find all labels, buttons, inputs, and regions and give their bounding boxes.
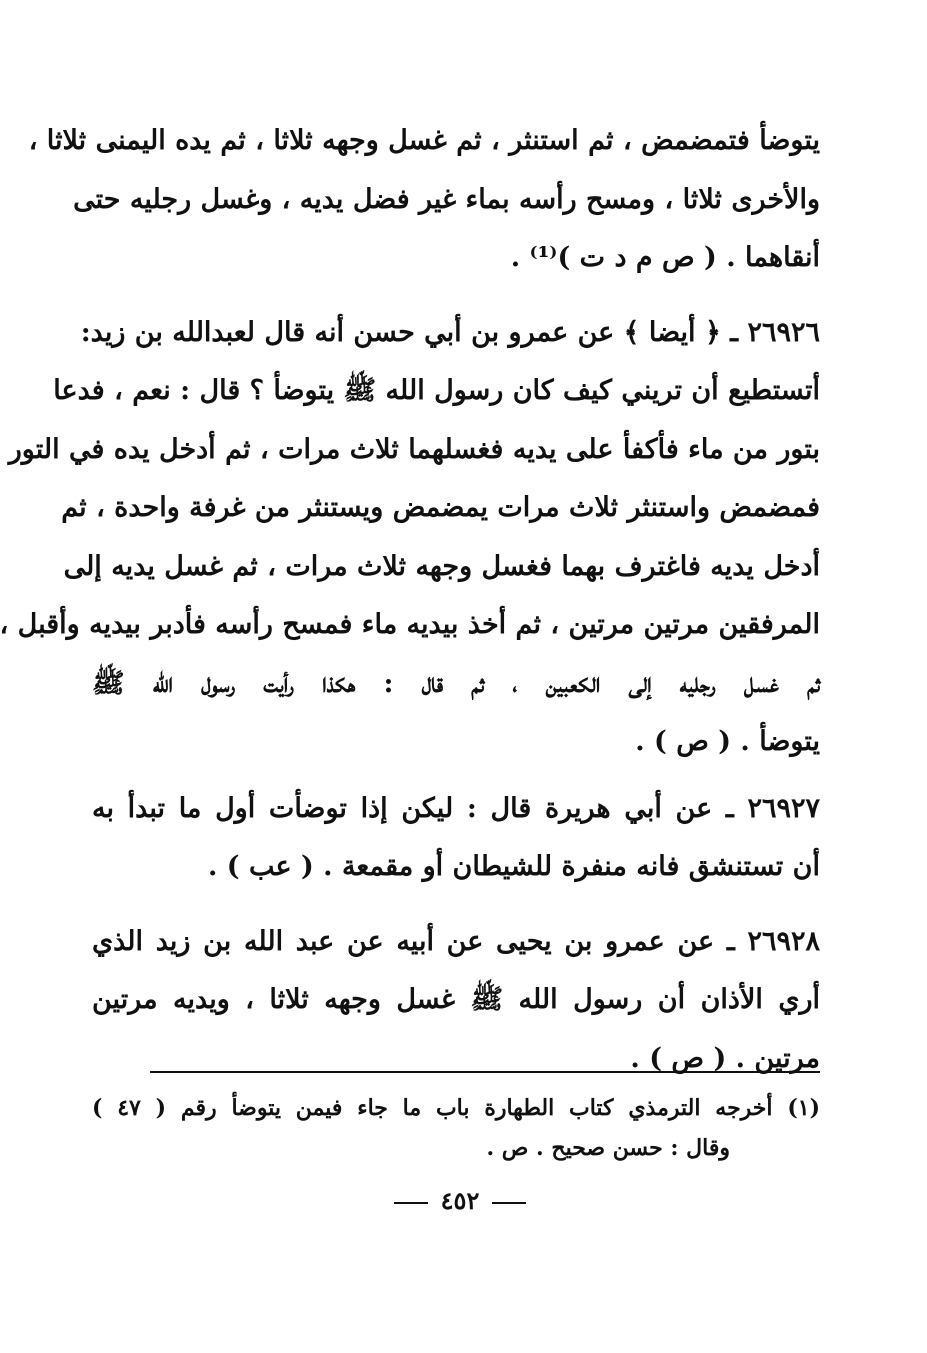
- text-line: ٢٦٩٢٦ ـ ﴿ أيضا ﴾ عن عمرو بن أبي حسن أنه قال لعبدالله بن زيد:: [80, 316, 820, 348]
- text-line: المرفقين مرتين مرتين ، ثم أخذ بيديه ماء فمسح رأسه فأدبر بيديه وأقبل ،: [0, 609, 820, 640]
- text-line: بتور من ماء فأكفأ على يديه فغسلهما ثلاث مرات ، ثم أدخل يده في التور: [8, 433, 820, 465]
- paragraph-intro: [28, 112, 820, 288]
- paragraph-hadith-26927: [92, 780, 820, 897]
- page-number: [380, 1186, 540, 1215]
- text-line: يتوضأ فتمضمض ، ثم استنثر ، ثم غسل وجهه ثلاثا ، ثم يده اليمنى ثلاثا ،: [28, 125, 820, 156]
- page-number-dash: [492, 1202, 526, 1204]
- footnote-divider: [150, 1071, 820, 1073]
- paragraph-hadith-26926: [0, 304, 820, 772]
- footnote: [92, 1088, 820, 1168]
- page-number-text: ٤٥٢: [440, 1186, 480, 1215]
- text-line: ٢٦٩٢٨ ـ عن عمرو بن يحيى عن أبيه عن عبد الله بن زيد الذي: [92, 925, 820, 957]
- paragraph-hadith-26928: [92, 913, 820, 1089]
- text-line: والأخرى ثلاثا ، ومسح رأسه بماء غير فضل يديه ، وغسل رجليه حتى: [73, 183, 820, 215]
- text-line: يتوضأ . ( ص ) .: [635, 726, 820, 757]
- text-line: أنقاهما . ( ص م د ت )⁽¹⁾ .: [510, 242, 820, 273]
- footnote-line: (١) أخرجه الترمذي كتاب الطهارة باب ما جاء فيمن يتوضأ رقم ( ٤٧ ): [92, 1095, 820, 1121]
- text-line: فمضمض واستنثر ثلاث مرات يمضمض ويستنثر من غرفة واحدة ، ثم: [61, 492, 820, 523]
- text-line: أن تستنشق فانه منفرة للشيطان أو مقمعة . ( عب ) .: [207, 851, 820, 882]
- text-line: أتستطيع أن تريني كيف كان رسول الله ﷺ يتوضأ ؟ قال : نعم ، فدعا: [53, 375, 820, 406]
- footnote-line: وقال : حسن صحيح . ص .: [486, 1135, 730, 1161]
- text-line: ٢٦٩٢٧ ـ عن أبي هريرة قال : ليكن إذا توضأت أول ما تبدأ به: [92, 792, 820, 824]
- page-number-dash: [394, 1202, 428, 1204]
- page-body: [0, 112, 820, 1088]
- text-line: ثم غسل رجليه إلى الكعبين ، ثم قال : هكذا رأيت رسول الله ﷺ: [92, 667, 820, 699]
- text-line: مرتين . ( ص ) .: [630, 1042, 820, 1074]
- text-line: أدخل يديه فاغترف بهما فغسل وجهه ثلاث مرات ، ثم غسل يديه إلى: [63, 550, 820, 582]
- text-line: أري الأذان أن رسول الله ﷺ غسل وجهه ثلاثا ، ويديه مرتين: [92, 984, 820, 1015]
